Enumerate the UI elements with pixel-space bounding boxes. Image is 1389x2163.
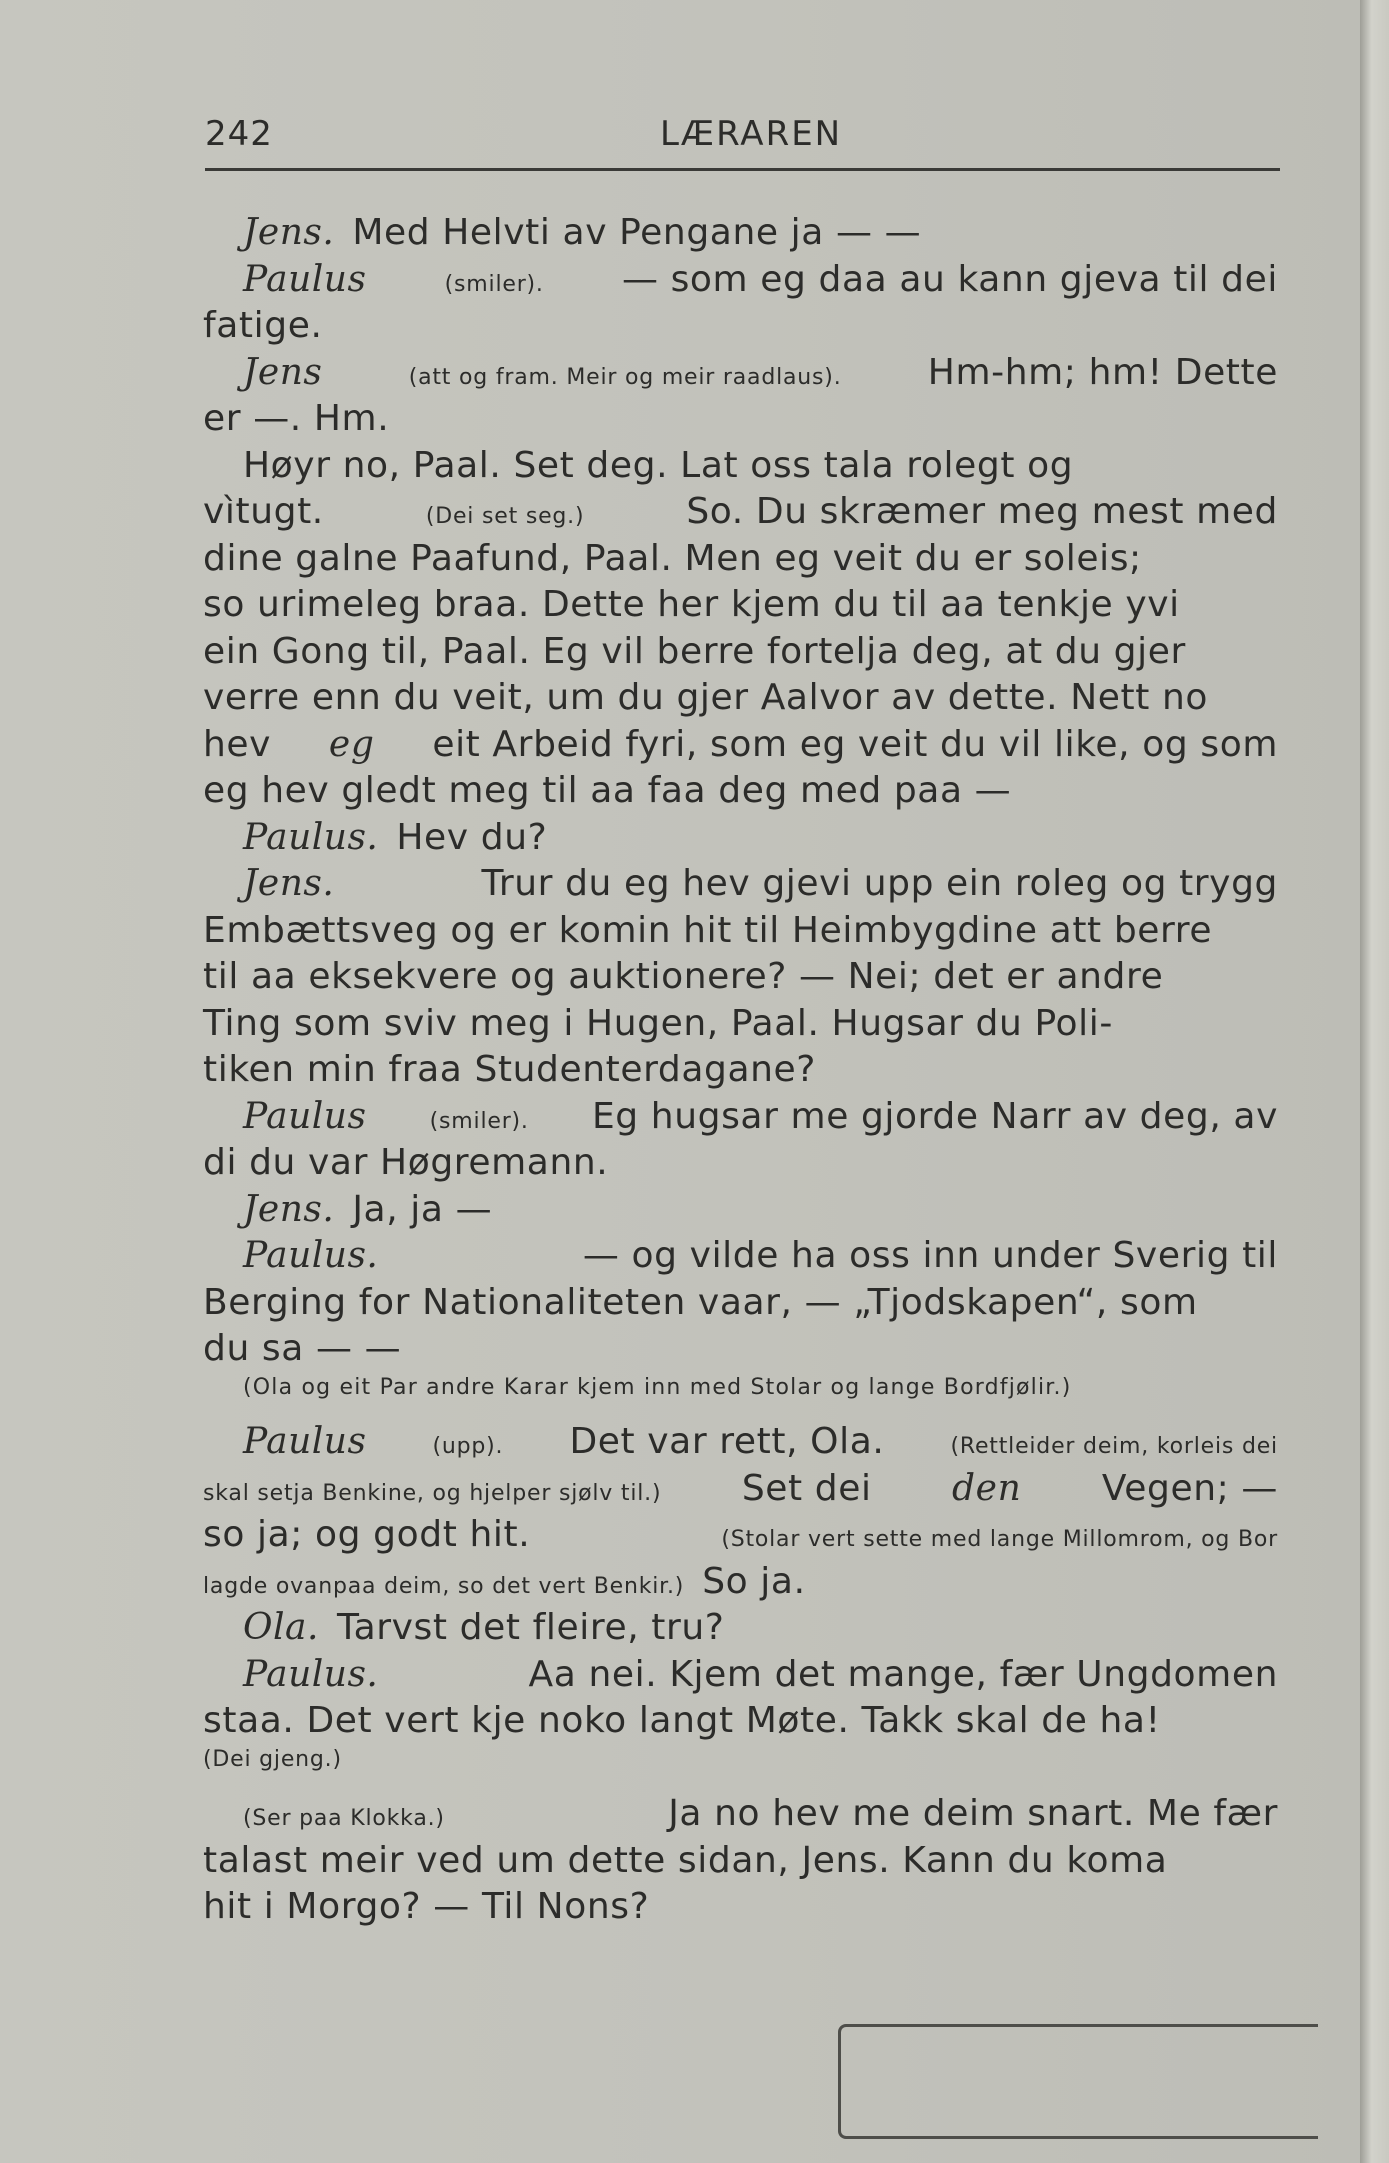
- text-line: [203, 1003, 1278, 1050]
- line-text: Det var rett, Ola.: [569, 1421, 885, 1462]
- text-line: [203, 1142, 1278, 1189]
- line-text: eg: [328, 723, 375, 765]
- line-text: — og vilde ha oss inn under Sverig til: [582, 1235, 1278, 1276]
- line-text: — som eg daa au kann gjeva til dei: [621, 258, 1278, 300]
- line-text: Med Helvti av Pengane ja — —: [352, 212, 922, 253]
- text-line: [203, 1747, 1278, 1794]
- line-text: So. Du skræmer meg mest med: [686, 491, 1278, 532]
- line-text: Berging for Nationaliteten vaar, — „Tjodskapen“, som: [203, 1281, 1198, 1323]
- text-line: [203, 259, 1278, 306]
- line-text: so ja; og godt hit.: [203, 1514, 531, 1555]
- text-line: [203, 1654, 1278, 1701]
- line-text: den: [952, 1467, 1022, 1509]
- text-line: [203, 631, 1278, 678]
- text-line: [203, 584, 1278, 631]
- speaker-name: Jens.: [243, 212, 335, 253]
- text-line: [203, 352, 1278, 399]
- line-text: eit Arbeid fyri, som eg veit du vil like, og som: [432, 723, 1278, 765]
- speaker-name: Paulus.: [243, 816, 379, 858]
- stage-direction: lagde ovanpaa deim, so det vert Benkir.): [203, 1573, 685, 1599]
- stage-direction: (smiler).: [429, 1108, 529, 1134]
- line-text: hev: [203, 723, 272, 765]
- header-rule: [205, 168, 1280, 171]
- line-text: Hm-hm; hm! Dette: [927, 351, 1278, 393]
- text-line: [203, 1235, 1278, 1282]
- text-line: [203, 1049, 1278, 1096]
- text-line: [203, 1793, 1278, 1840]
- line-text: Eg hugsar me gjorde Narr av deg, av: [591, 1095, 1278, 1137]
- running-title: LÆRAREN: [660, 114, 843, 154]
- text-line: [203, 910, 1278, 957]
- line-text: til aa eksekvere og auktionere? — Nei; det er andre: [203, 956, 1164, 997]
- line-text: hit i Morgo? — Til Nons?: [203, 1886, 650, 1927]
- text-line: [203, 677, 1278, 724]
- line-text: so urimeleg braa. Dette her kjem du til aa tenkje yvi: [203, 584, 1180, 625]
- text-line: [203, 1375, 1278, 1422]
- line-text: di du var Høgremann.: [203, 1142, 609, 1183]
- line-text: Høyr no, Paal. Set deg. Lat oss tala rolegt og: [243, 444, 1074, 486]
- line-text: (Ola og eit Par andre Karar kjem inn med Stolar og lange Bordfjølir.): [243, 1374, 1072, 1400]
- text-line: [203, 1886, 1278, 1933]
- speaker-name: Paulus: [243, 258, 367, 300]
- text-line: [203, 724, 1278, 771]
- page-header: [205, 108, 1280, 168]
- stage-direction: (upp).: [432, 1434, 504, 1459]
- text-line: [203, 1468, 1278, 1515]
- text-line: [203, 398, 1278, 445]
- line-text: Set dei: [741, 1467, 872, 1509]
- speaker-name: Jens.: [243, 863, 335, 904]
- line-text: Ja, ja —: [352, 1188, 493, 1230]
- line-text: fatige.: [203, 305, 323, 346]
- stage-direction: (att og fram. Meir og meir raadlaus).: [408, 364, 842, 390]
- speaker-name: Jens: [243, 351, 323, 393]
- page-number: 242: [205, 114, 273, 154]
- text-line: [203, 1421, 1278, 1468]
- line-text: Vegen; —: [1101, 1467, 1278, 1509]
- line-text: Tarvst det fleire, tru?: [336, 1607, 725, 1648]
- line-text: Ja no hev me deim snart. Me fær: [668, 1793, 1278, 1834]
- line-text: staa. Det vert kje noko langt Møte. Takk skal de ha!: [203, 1700, 1161, 1741]
- line-text: ein Gong til, Paal. Eg vil berre fortelja deg, at du gjer: [203, 630, 1186, 672]
- line-text: vìtugt.: [203, 491, 324, 532]
- text-line: [203, 1840, 1278, 1887]
- text-line: [203, 817, 1278, 864]
- text-line: [203, 863, 1278, 910]
- line-text: Ting som sviv meg i Hugen, Paal. Hugsar du Poli-: [203, 1002, 1113, 1044]
- speaker-name: Ola.: [243, 1607, 319, 1648]
- line-text: tiken min fraa Studenterdagane?: [203, 1049, 816, 1090]
- text-line: [203, 956, 1278, 1003]
- stage-direction: (Dei gjeng.): [203, 1746, 342, 1772]
- line-text: du sa — —: [203, 1328, 402, 1369]
- text-line: [203, 1700, 1278, 1747]
- speaker-name: Paulus.: [243, 1653, 379, 1695]
- stage-direction: (Dei set seg.): [425, 504, 585, 529]
- text-line: [203, 1561, 1278, 1608]
- speaker-name: Paulus.: [243, 1235, 379, 1276]
- line-text: Embættsveg og er komin hit til Heimbygdine att berre: [203, 909, 1213, 951]
- text-line: [203, 1282, 1278, 1329]
- text-line: [203, 1607, 1278, 1654]
- text-line: [203, 305, 1278, 352]
- stage-direction: (Ser paa Klokka.): [243, 1806, 445, 1831]
- line-text: So ja.: [702, 1560, 806, 1602]
- stage-direction: (Rettleider deim, korleis dei: [950, 1434, 1278, 1459]
- text-line: [203, 1096, 1278, 1143]
- speaker-name: Paulus: [243, 1095, 367, 1137]
- line-text: Aa nei. Kjem det mange, fær Ungdomen: [528, 1653, 1278, 1695]
- library-stamp-frame: [838, 2024, 1318, 2139]
- line-text: Hev du?: [396, 816, 548, 858]
- text-line: [203, 1514, 1278, 1561]
- line-text: eg hev gledt meg til aa faa deg med paa —: [203, 770, 1012, 811]
- line-text: dine galne Paafund, Paal. Men eg veit du er soleis;: [203, 537, 1142, 579]
- stage-direction: (smiler).: [444, 271, 544, 297]
- text-line: [203, 491, 1278, 538]
- page-edge: [1360, 0, 1389, 2163]
- text-line: [203, 212, 1278, 259]
- line-text: Trur du eg hev gjevi upp ein roleg og trygg: [481, 863, 1278, 904]
- text-line: [203, 1328, 1278, 1375]
- stage-direction: (Stolar vert sette med lange Millomrom, og Bor: [721, 1527, 1278, 1552]
- speaker-name: Jens.: [243, 1188, 335, 1230]
- line-text: verre enn du veit, um du gjer Aalvor av dette. Nett no: [203, 677, 1209, 718]
- dialogue-text: [203, 212, 1278, 1933]
- text-line: [203, 770, 1278, 817]
- text-line: [203, 1189, 1278, 1236]
- text-line: [203, 445, 1278, 492]
- text-line: [203, 538, 1278, 585]
- stage-direction: skal setja Benkine, og hjelper sjølv til.): [203, 1480, 662, 1506]
- line-text: er —. Hm.: [203, 398, 390, 439]
- line-text: talast meir ved um dette sidan, Jens. Kann du koma: [203, 1839, 1168, 1881]
- speaker-name: Paulus: [243, 1421, 367, 1462]
